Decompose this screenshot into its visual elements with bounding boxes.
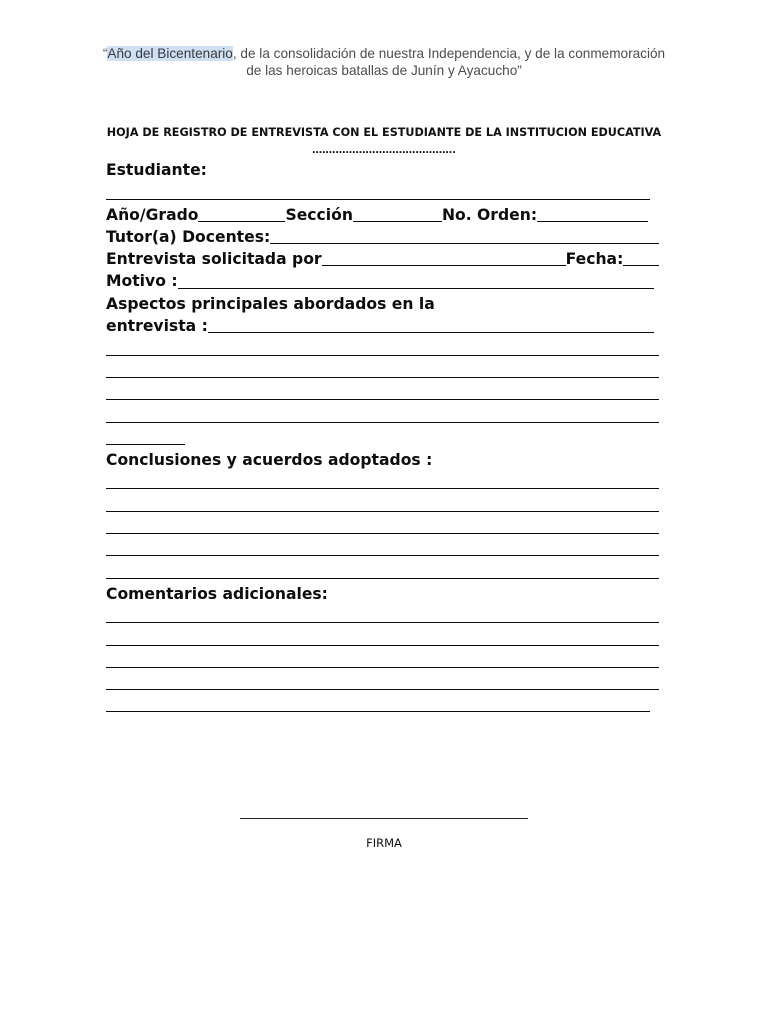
grado-seccion-orden-row [106,204,659,226]
aspectos-line[interactable] [106,382,659,404]
motivo-row [106,270,659,292]
conclusiones-line[interactable] [106,516,659,538]
motto-rest: , de la consolidación de nuestra Independencia, y de la conmemoración de las heroicas batallas de Junín y Ayacucho” [232,46,666,78]
ano-grado-label: Año/Grado [106,205,199,224]
signature-line[interactable] [240,818,528,819]
estudiante-field[interactable] [106,181,659,203]
comentarios-line[interactable] [106,694,659,716]
comentarios-label: Comentarios adicionales: [106,584,328,603]
tutor-field[interactable] [270,243,659,244]
signature-label: FIRMA [366,836,402,850]
aspectos-label: Aspectos principales abordados en la [106,294,435,313]
motivo-field[interactable] [178,288,654,289]
ano-grado-field[interactable] [198,221,285,222]
comentarios-line[interactable] [106,672,659,694]
orden-label: No. Orden: [441,205,538,224]
conclusiones-line[interactable] [106,493,659,515]
conclusiones-line[interactable] [106,538,659,560]
conclusiones-label-row [106,449,659,471]
comentarios-label-row [106,583,659,605]
aspectos-label-continued: entrevista : [106,317,208,336]
national-motto [100,45,668,79]
entrevista-label: Entrevista solicitada por [106,250,322,269]
tutor-label: Tutor(a) Docentes: [106,227,271,246]
interview-form [106,159,659,716]
estudiante-label: Estudiante: [106,161,207,179]
motto-highlight: Año del Bicentenario [107,46,233,61]
seccion-field[interactable] [353,221,442,222]
motivo-label: Motivo : [106,272,178,291]
form-title: HOJA DE REGISTRO DE ENTREVISTA CON EL ESTUDIANTE DE LA INSTITUCION EDUCATIVA [106,126,662,139]
form-title-dots: ……………………………………. [312,145,456,156]
entrevista-field[interactable] [322,265,566,266]
comentarios-line[interactable] [106,627,659,649]
aspectos-label-row [106,293,659,315]
aspectos-line-end[interactable] [106,427,659,449]
entrevista-fecha-row [106,248,659,270]
aspectos-line[interactable] [106,337,659,359]
fecha-label: Fecha: [565,250,624,269]
conclusiones-line[interactable] [106,471,659,493]
conclusiones-label: Conclusiones y acuerdos adoptados : [106,450,433,469]
motto-open-quote: “ [102,46,108,61]
aspectos-line[interactable] [106,404,659,426]
fecha-field[interactable] [623,265,659,266]
comentarios-line[interactable] [106,605,659,627]
tutor-row [106,226,659,248]
aspectos-field[interactable] [208,332,654,333]
estudiante-row [106,159,659,181]
comentarios-line[interactable] [106,650,659,672]
aspectos-row [106,315,659,337]
orden-field[interactable] [537,221,648,222]
seccion-label: Sección [285,205,353,224]
conclusiones-line[interactable] [106,560,659,582]
aspectos-line[interactable] [106,360,659,382]
